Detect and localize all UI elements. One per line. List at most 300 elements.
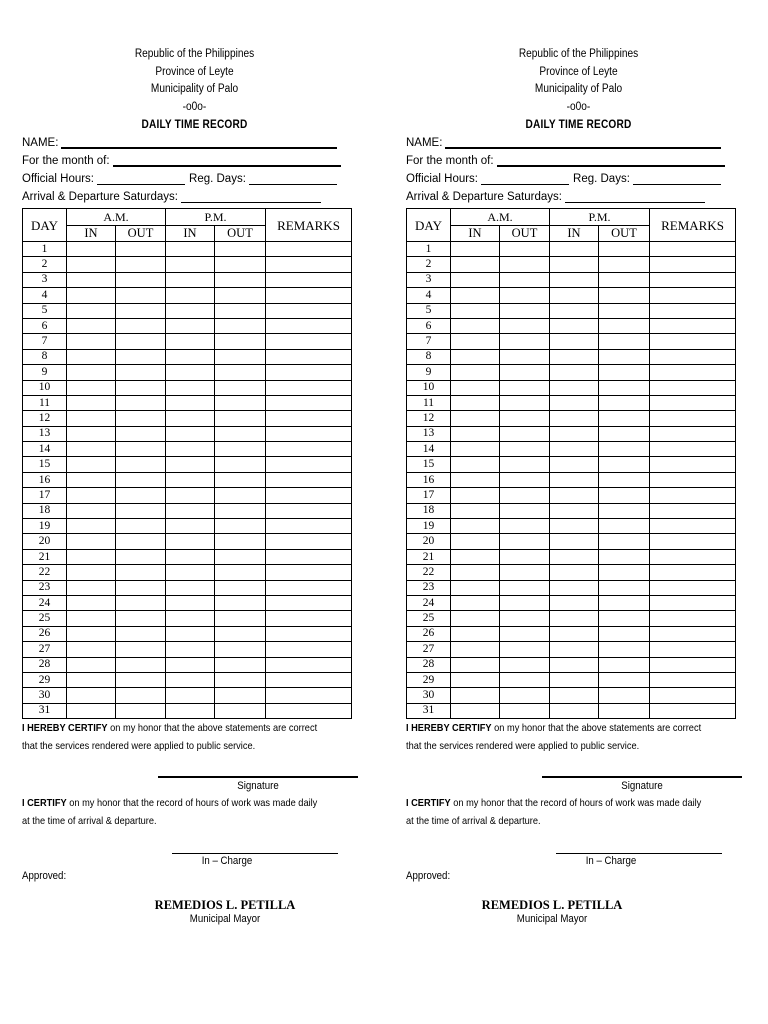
pm-in-cell[interactable] — [550, 580, 599, 595]
remarks-cell[interactable] — [650, 565, 736, 580]
pm-in-cell[interactable] — [166, 657, 215, 672]
am-out-cell[interactable] — [116, 519, 166, 534]
remarks-cell[interactable] — [650, 303, 736, 318]
am-out-cell[interactable] — [116, 488, 166, 503]
pm-out-cell[interactable] — [599, 457, 650, 472]
pm-in-cell[interactable] — [166, 395, 215, 410]
remarks-cell[interactable] — [266, 472, 352, 487]
am-out-cell[interactable] — [116, 242, 166, 257]
pm-out-cell[interactable] — [599, 242, 650, 257]
am-in-cell[interactable] — [451, 703, 500, 718]
pm-in-cell[interactable] — [550, 642, 599, 657]
remarks-cell[interactable] — [266, 565, 352, 580]
pm-out-cell[interactable] — [215, 657, 266, 672]
am-in-cell[interactable] — [67, 288, 116, 303]
am-out-cell[interactable] — [116, 411, 166, 426]
remarks-cell[interactable] — [650, 549, 736, 564]
remarks-cell[interactable] — [650, 272, 736, 287]
am-out-cell[interactable] — [116, 272, 166, 287]
am-out-cell[interactable] — [500, 442, 550, 457]
am-in-cell[interactable] — [67, 365, 116, 380]
remarks-cell[interactable] — [266, 334, 352, 349]
am-out-cell[interactable] — [500, 580, 550, 595]
pm-in-cell[interactable] — [550, 426, 599, 441]
am-in-cell[interactable] — [67, 334, 116, 349]
am-out-cell[interactable] — [500, 642, 550, 657]
remarks-cell[interactable] — [266, 534, 352, 549]
pm-out-cell[interactable] — [599, 318, 650, 333]
pm-out-cell[interactable] — [599, 411, 650, 426]
month-field[interactable] — [22, 152, 367, 170]
am-in-cell[interactable] — [451, 426, 500, 441]
pm-in-cell[interactable] — [550, 595, 599, 610]
reg-days-line[interactable] — [249, 172, 337, 185]
pm-in-cell[interactable] — [166, 472, 215, 487]
am-out-cell[interactable] — [500, 380, 550, 395]
pm-out-cell[interactable] — [215, 565, 266, 580]
am-out-cell[interactable] — [500, 242, 550, 257]
pm-out-cell[interactable] — [599, 672, 650, 687]
pm-out-cell[interactable] — [599, 611, 650, 626]
am-out-cell[interactable] — [116, 549, 166, 564]
am-in-cell[interactable] — [67, 272, 116, 287]
pm-in-cell[interactable] — [550, 549, 599, 564]
pm-in-cell[interactable] — [550, 688, 599, 703]
remarks-cell[interactable] — [650, 642, 736, 657]
am-in-cell[interactable] — [67, 580, 116, 595]
am-in-cell[interactable] — [451, 503, 500, 518]
remarks-cell[interactable] — [266, 611, 352, 626]
am-in-cell[interactable] — [67, 380, 116, 395]
am-out-cell[interactable] — [116, 303, 166, 318]
am-out-cell[interactable] — [500, 688, 550, 703]
pm-out-cell[interactable] — [215, 334, 266, 349]
am-out-cell[interactable] — [500, 611, 550, 626]
pm-out-cell[interactable] — [215, 380, 266, 395]
pm-out-cell[interactable] — [599, 426, 650, 441]
am-in-cell[interactable] — [451, 672, 500, 687]
pm-in-cell[interactable] — [550, 472, 599, 487]
pm-out-cell[interactable] — [599, 380, 650, 395]
pm-out-cell[interactable] — [599, 580, 650, 595]
am-in-cell[interactable] — [67, 457, 116, 472]
am-out-cell[interactable] — [116, 380, 166, 395]
remarks-cell[interactable] — [266, 411, 352, 426]
pm-out-cell[interactable] — [215, 426, 266, 441]
remarks-cell[interactable] — [266, 672, 352, 687]
pm-out-cell[interactable] — [599, 442, 650, 457]
remarks-cell[interactable] — [650, 318, 736, 333]
remarks-cell[interactable] — [266, 349, 352, 364]
remarks-cell[interactable] — [266, 365, 352, 380]
pm-in-cell[interactable] — [166, 565, 215, 580]
official-hours-line[interactable] — [97, 172, 185, 185]
saturdays-line[interactable] — [181, 190, 321, 203]
am-out-cell[interactable] — [500, 519, 550, 534]
am-out-cell[interactable] — [116, 626, 166, 641]
pm-out-cell[interactable] — [599, 272, 650, 287]
pm-in-cell[interactable] — [550, 242, 599, 257]
am-in-cell[interactable] — [67, 442, 116, 457]
am-in-cell[interactable] — [67, 642, 116, 657]
pm-out-cell[interactable] — [215, 272, 266, 287]
am-in-cell[interactable] — [67, 303, 116, 318]
am-out-cell[interactable] — [116, 334, 166, 349]
remarks-cell[interactable] — [650, 688, 736, 703]
pm-in-cell[interactable] — [166, 611, 215, 626]
pm-in-cell[interactable] — [166, 349, 215, 364]
remarks-cell[interactable] — [650, 349, 736, 364]
am-out-cell[interactable] — [500, 426, 550, 441]
am-out-cell[interactable] — [116, 657, 166, 672]
am-out-cell[interactable] — [500, 303, 550, 318]
remarks-cell[interactable] — [650, 519, 736, 534]
pm-out-cell[interactable] — [215, 257, 266, 272]
am-in-cell[interactable] — [451, 242, 500, 257]
pm-in-cell[interactable] — [166, 303, 215, 318]
pm-in-cell[interactable] — [550, 318, 599, 333]
am-out-cell[interactable] — [116, 365, 166, 380]
pm-in-cell[interactable] — [166, 288, 215, 303]
am-in-cell[interactable] — [67, 257, 116, 272]
reg-days-line[interactable] — [633, 172, 721, 185]
am-out-cell[interactable] — [500, 595, 550, 610]
am-out-cell[interactable] — [116, 395, 166, 410]
pm-out-cell[interactable] — [599, 488, 650, 503]
remarks-cell[interactable] — [650, 595, 736, 610]
remarks-cell[interactable] — [650, 580, 736, 595]
am-out-cell[interactable] — [500, 488, 550, 503]
pm-out-cell[interactable] — [215, 519, 266, 534]
am-in-cell[interactable] — [451, 380, 500, 395]
pm-out-cell[interactable] — [599, 334, 650, 349]
am-in-cell[interactable] — [451, 303, 500, 318]
pm-in-cell[interactable] — [166, 642, 215, 657]
am-in-cell[interactable] — [451, 688, 500, 703]
am-out-cell[interactable] — [116, 472, 166, 487]
am-out-cell[interactable] — [500, 657, 550, 672]
am-in-cell[interactable] — [451, 580, 500, 595]
am-in-cell[interactable] — [67, 349, 116, 364]
pm-in-cell[interactable] — [166, 672, 215, 687]
pm-in-cell[interactable] — [550, 303, 599, 318]
pm-out-cell[interactable] — [599, 626, 650, 641]
am-in-cell[interactable] — [451, 642, 500, 657]
pm-out-cell[interactable] — [215, 642, 266, 657]
remarks-cell[interactable] — [650, 380, 736, 395]
am-in-cell[interactable] — [67, 534, 116, 549]
am-in-cell[interactable] — [451, 534, 500, 549]
am-in-cell[interactable] — [67, 395, 116, 410]
remarks-cell[interactable] — [266, 580, 352, 595]
pm-out-cell[interactable] — [215, 580, 266, 595]
pm-out-cell[interactable] — [215, 349, 266, 364]
am-out-cell[interactable] — [500, 503, 550, 518]
am-out-cell[interactable] — [500, 565, 550, 580]
am-out-cell[interactable] — [500, 349, 550, 364]
pm-in-cell[interactable] — [166, 534, 215, 549]
remarks-cell[interactable] — [266, 703, 352, 718]
pm-in-cell[interactable] — [166, 503, 215, 518]
am-out-cell[interactable] — [500, 457, 550, 472]
am-in-cell[interactable] — [451, 549, 500, 564]
saturdays-field[interactable] — [406, 188, 751, 206]
am-out-cell[interactable] — [116, 703, 166, 718]
pm-out-cell[interactable] — [215, 288, 266, 303]
am-out-cell[interactable] — [500, 672, 550, 687]
am-in-cell[interactable] — [67, 472, 116, 487]
remarks-cell[interactable] — [650, 503, 736, 518]
am-in-cell[interactable] — [67, 318, 116, 333]
official-hours-line[interactable] — [481, 172, 569, 185]
remarks-cell[interactable] — [650, 426, 736, 441]
am-in-cell[interactable] — [451, 657, 500, 672]
am-out-cell[interactable] — [116, 672, 166, 687]
am-out-cell[interactable] — [116, 580, 166, 595]
pm-out-cell[interactable] — [215, 442, 266, 457]
am-out-cell[interactable] — [500, 549, 550, 564]
remarks-cell[interactable] — [650, 242, 736, 257]
am-in-cell[interactable] — [451, 349, 500, 364]
saturdays-line[interactable] — [565, 190, 705, 203]
pm-in-cell[interactable] — [550, 488, 599, 503]
pm-in-cell[interactable] — [550, 442, 599, 457]
am-in-cell[interactable] — [67, 242, 116, 257]
pm-in-cell[interactable] — [166, 365, 215, 380]
am-out-cell[interactable] — [116, 442, 166, 457]
remarks-cell[interactable] — [650, 626, 736, 641]
remarks-cell[interactable] — [266, 442, 352, 457]
am-in-cell[interactable] — [451, 288, 500, 303]
pm-in-cell[interactable] — [550, 257, 599, 272]
official-hours-field[interactable] — [22, 170, 367, 188]
pm-out-cell[interactable] — [215, 242, 266, 257]
am-out-cell[interactable] — [116, 503, 166, 518]
pm-in-cell[interactable] — [166, 703, 215, 718]
am-in-cell[interactable] — [67, 626, 116, 641]
remarks-cell[interactable] — [650, 488, 736, 503]
pm-out-cell[interactable] — [215, 411, 266, 426]
pm-in-cell[interactable] — [550, 457, 599, 472]
am-in-cell[interactable] — [67, 688, 116, 703]
remarks-cell[interactable] — [266, 380, 352, 395]
pm-out-cell[interactable] — [215, 365, 266, 380]
pm-out-cell[interactable] — [599, 257, 650, 272]
pm-out-cell[interactable] — [215, 472, 266, 487]
pm-out-cell[interactable] — [215, 549, 266, 564]
am-in-cell[interactable] — [451, 257, 500, 272]
am-in-cell[interactable] — [451, 411, 500, 426]
pm-out-cell[interactable] — [215, 688, 266, 703]
pm-out-cell[interactable] — [599, 534, 650, 549]
pm-in-cell[interactable] — [550, 657, 599, 672]
pm-in-cell[interactable] — [550, 334, 599, 349]
pm-out-cell[interactable] — [215, 395, 266, 410]
pm-in-cell[interactable] — [550, 411, 599, 426]
pm-out-cell[interactable] — [599, 472, 650, 487]
am-out-cell[interactable] — [500, 288, 550, 303]
pm-out-cell[interactable] — [215, 303, 266, 318]
pm-out-cell[interactable] — [215, 503, 266, 518]
am-out-cell[interactable] — [500, 411, 550, 426]
month-field[interactable] — [406, 152, 751, 170]
pm-out-cell[interactable] — [599, 365, 650, 380]
am-out-cell[interactable] — [500, 365, 550, 380]
pm-out-cell[interactable] — [599, 519, 650, 534]
am-in-cell[interactable] — [67, 595, 116, 610]
pm-out-cell[interactable] — [599, 395, 650, 410]
pm-in-cell[interactable] — [166, 318, 215, 333]
am-out-cell[interactable] — [500, 534, 550, 549]
pm-in-cell[interactable] — [550, 626, 599, 641]
remarks-cell[interactable] — [650, 657, 736, 672]
signature-line[interactable] — [542, 776, 742, 778]
pm-in-cell[interactable] — [550, 534, 599, 549]
pm-in-cell[interactable] — [550, 503, 599, 518]
pm-out-cell[interactable] — [599, 688, 650, 703]
am-in-cell[interactable] — [451, 272, 500, 287]
am-out-cell[interactable] — [116, 288, 166, 303]
pm-in-cell[interactable] — [550, 380, 599, 395]
remarks-cell[interactable] — [266, 488, 352, 503]
pm-in-cell[interactable] — [166, 426, 215, 441]
remarks-cell[interactable] — [266, 642, 352, 657]
pm-in-cell[interactable] — [550, 565, 599, 580]
am-in-cell[interactable] — [67, 565, 116, 580]
pm-in-cell[interactable] — [166, 442, 215, 457]
pm-in-cell[interactable] — [550, 395, 599, 410]
remarks-cell[interactable] — [650, 288, 736, 303]
am-out-cell[interactable] — [500, 703, 550, 718]
pm-out-cell[interactable] — [599, 303, 650, 318]
remarks-cell[interactable] — [266, 272, 352, 287]
am-out-cell[interactable] — [500, 626, 550, 641]
am-in-cell[interactable] — [451, 442, 500, 457]
am-in-cell[interactable] — [451, 611, 500, 626]
in-charge-line[interactable] — [172, 853, 338, 854]
am-out-cell[interactable] — [116, 349, 166, 364]
am-in-cell[interactable] — [67, 549, 116, 564]
remarks-cell[interactable] — [266, 503, 352, 518]
am-in-cell[interactable] — [67, 503, 116, 518]
month-line[interactable] — [497, 153, 725, 167]
am-out-cell[interactable] — [116, 688, 166, 703]
pm-out-cell[interactable] — [215, 626, 266, 641]
am-out-cell[interactable] — [500, 272, 550, 287]
pm-out-cell[interactable] — [599, 657, 650, 672]
pm-in-cell[interactable] — [166, 380, 215, 395]
saturdays-field[interactable] — [22, 188, 367, 206]
am-out-cell[interactable] — [116, 426, 166, 441]
pm-out-cell[interactable] — [599, 549, 650, 564]
name-line[interactable] — [445, 135, 721, 149]
am-in-cell[interactable] — [67, 488, 116, 503]
am-in-cell[interactable] — [451, 334, 500, 349]
am-out-cell[interactable] — [116, 318, 166, 333]
pm-in-cell[interactable] — [166, 242, 215, 257]
remarks-cell[interactable] — [650, 257, 736, 272]
pm-out-cell[interactable] — [599, 595, 650, 610]
remarks-cell[interactable] — [266, 426, 352, 441]
am-in-cell[interactable] — [451, 519, 500, 534]
am-in-cell[interactable] — [451, 365, 500, 380]
pm-out-cell[interactable] — [215, 703, 266, 718]
am-in-cell[interactable] — [67, 519, 116, 534]
pm-out-cell[interactable] — [599, 703, 650, 718]
name-line[interactable] — [61, 135, 337, 149]
pm-in-cell[interactable] — [166, 257, 215, 272]
pm-out-cell[interactable] — [215, 672, 266, 687]
pm-in-cell[interactable] — [166, 580, 215, 595]
am-in-cell[interactable] — [451, 457, 500, 472]
am-in-cell[interactable] — [451, 318, 500, 333]
am-out-cell[interactable] — [116, 457, 166, 472]
signature-line[interactable] — [158, 776, 358, 778]
pm-out-cell[interactable] — [215, 595, 266, 610]
remarks-cell[interactable] — [266, 519, 352, 534]
am-in-cell[interactable] — [67, 672, 116, 687]
am-out-cell[interactable] — [116, 534, 166, 549]
am-in-cell[interactable] — [451, 565, 500, 580]
remarks-cell[interactable] — [266, 626, 352, 641]
am-out-cell[interactable] — [500, 334, 550, 349]
remarks-cell[interactable] — [266, 318, 352, 333]
pm-in-cell[interactable] — [550, 611, 599, 626]
remarks-cell[interactable] — [650, 365, 736, 380]
remarks-cell[interactable] — [650, 472, 736, 487]
remarks-cell[interactable] — [266, 303, 352, 318]
remarks-cell[interactable] — [650, 442, 736, 457]
pm-in-cell[interactable] — [166, 334, 215, 349]
am-out-cell[interactable] — [116, 595, 166, 610]
pm-in-cell[interactable] — [166, 519, 215, 534]
remarks-cell[interactable] — [266, 257, 352, 272]
remarks-cell[interactable] — [650, 334, 736, 349]
remarks-cell[interactable] — [650, 395, 736, 410]
pm-in-cell[interactable] — [166, 595, 215, 610]
am-out-cell[interactable] — [500, 472, 550, 487]
pm-in-cell[interactable] — [550, 703, 599, 718]
remarks-cell[interactable] — [650, 457, 736, 472]
official-hours-field[interactable] — [406, 170, 751, 188]
am-in-cell[interactable] — [451, 488, 500, 503]
remarks-cell[interactable] — [650, 672, 736, 687]
remarks-cell[interactable] — [266, 242, 352, 257]
am-in-cell[interactable] — [451, 395, 500, 410]
remarks-cell[interactable] — [650, 411, 736, 426]
am-in-cell[interactable] — [451, 595, 500, 610]
remarks-cell[interactable] — [650, 534, 736, 549]
pm-out-cell[interactable] — [599, 565, 650, 580]
am-out-cell[interactable] — [116, 565, 166, 580]
pm-in-cell[interactable] — [166, 488, 215, 503]
remarks-cell[interactable] — [266, 688, 352, 703]
remarks-cell[interactable] — [266, 288, 352, 303]
pm-in-cell[interactable] — [166, 549, 215, 564]
am-in-cell[interactable] — [451, 472, 500, 487]
am-out-cell[interactable] — [500, 395, 550, 410]
pm-in-cell[interactable] — [166, 411, 215, 426]
am-out-cell[interactable] — [116, 642, 166, 657]
pm-out-cell[interactable] — [599, 349, 650, 364]
am-in-cell[interactable] — [67, 611, 116, 626]
pm-in-cell[interactable] — [166, 457, 215, 472]
am-in-cell[interactable] — [67, 411, 116, 426]
pm-out-cell[interactable] — [215, 611, 266, 626]
remarks-cell[interactable] — [650, 611, 736, 626]
am-out-cell[interactable] — [500, 318, 550, 333]
pm-in-cell[interactable] — [166, 626, 215, 641]
